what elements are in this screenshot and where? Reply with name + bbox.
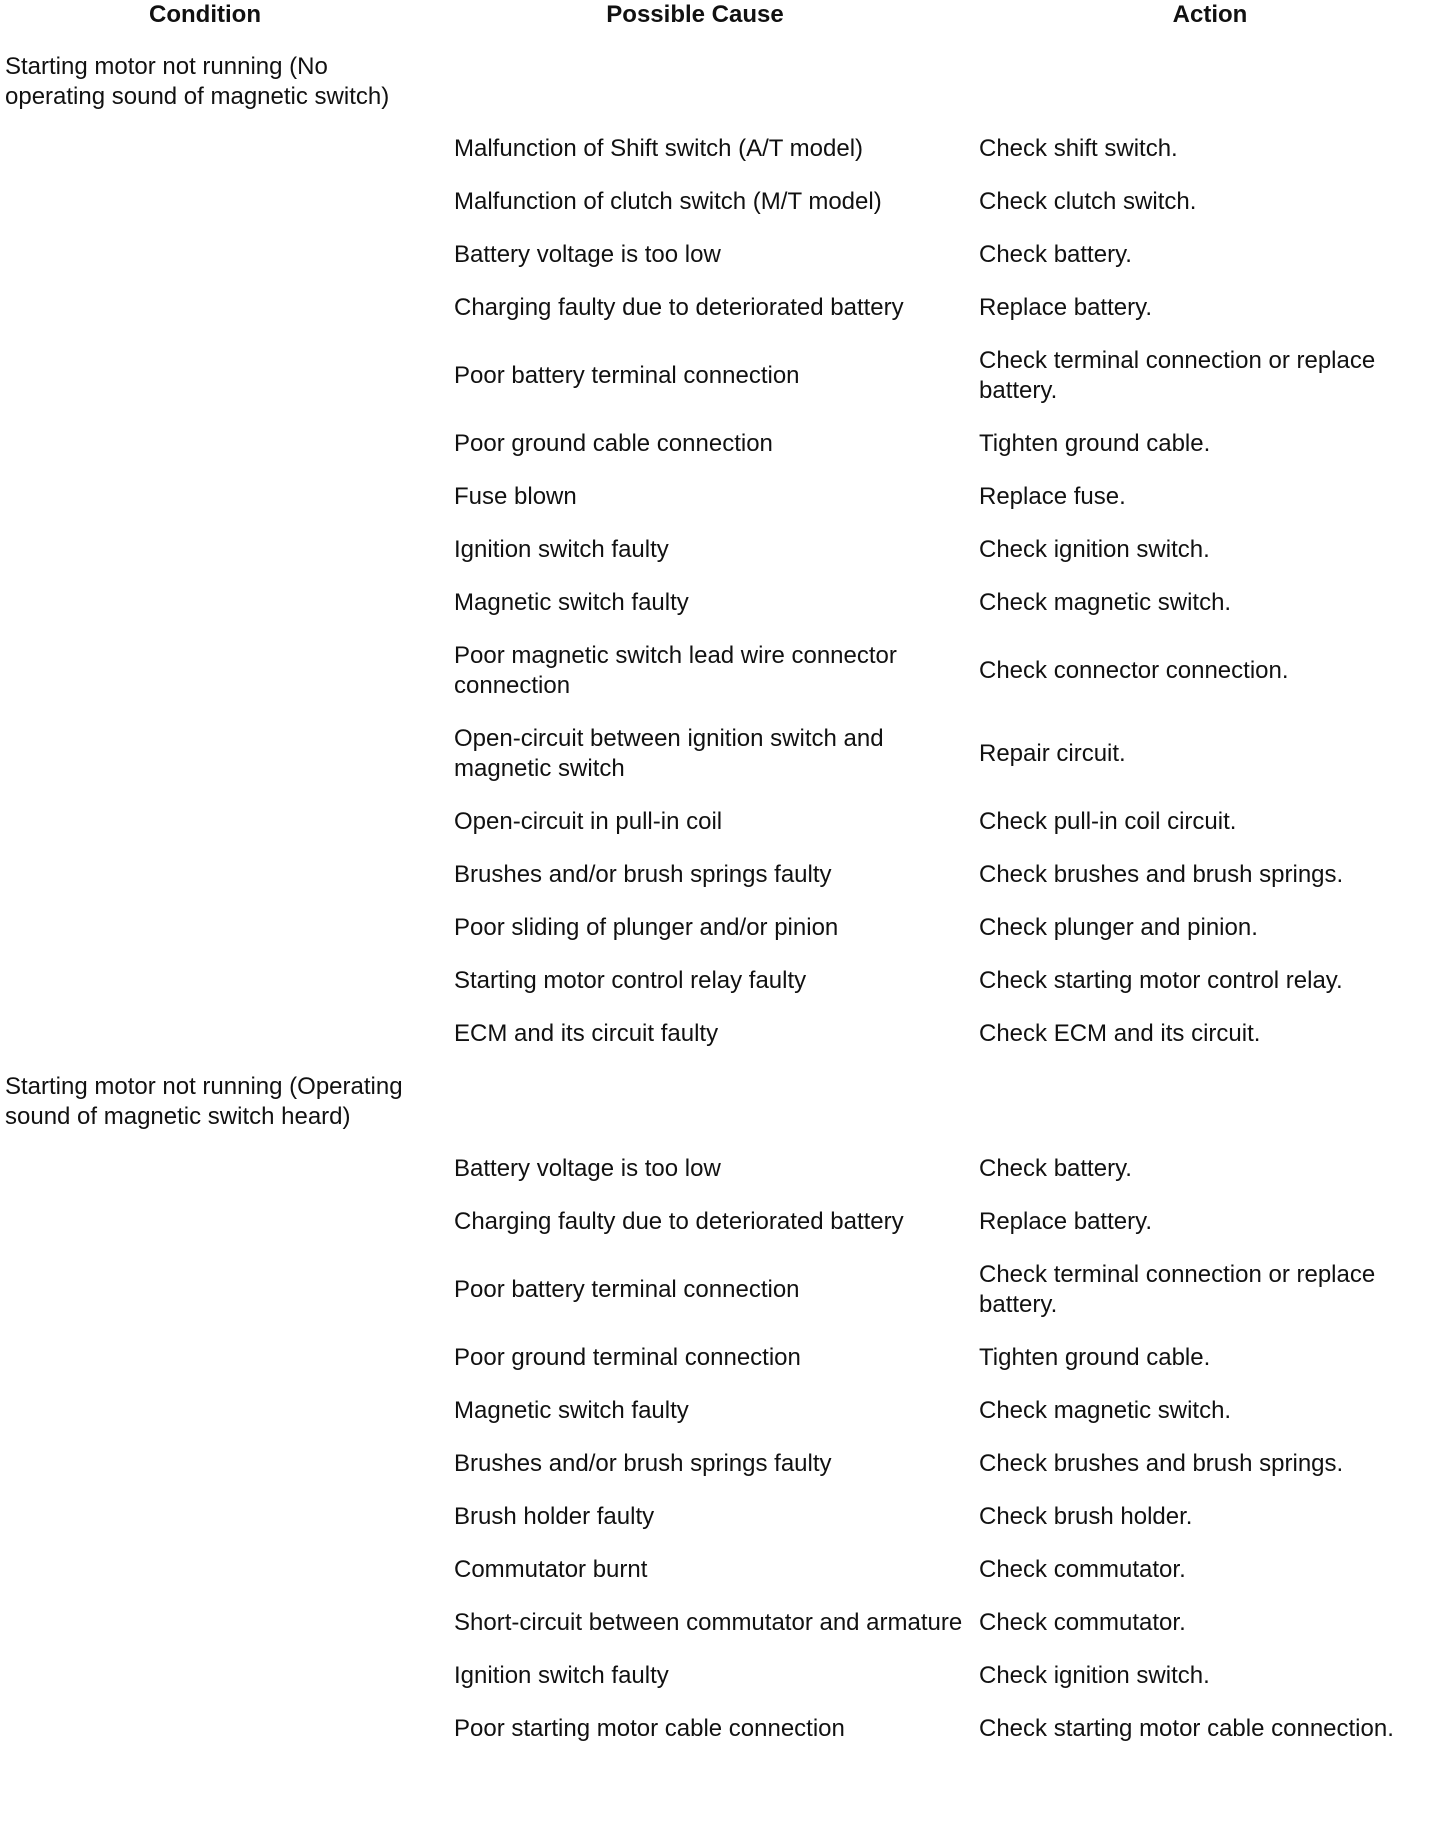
cause-cell: Poor magnetic switch lead wire connector connection <box>454 642 897 699</box>
table-row <box>0 293 1440 323</box>
table-row <box>0 724 1440 784</box>
action-cell: Check starting motor cable connection. <box>979 1715 1394 1742</box>
cause-cell: Charging faulty due to deteriorated battery <box>454 294 904 321</box>
cause-cell: Poor sliding of plunger and/or pinion <box>454 914 839 941</box>
cause-cell: Commutator burnt <box>454 1556 648 1583</box>
cause-cell: Charging faulty due to deteriorated battery <box>454 1208 904 1235</box>
cause-cell: Brushes and/or brush springs faulty <box>454 861 832 888</box>
cause-cell: Poor battery terminal connection <box>454 1276 800 1303</box>
table-row <box>0 535 1440 565</box>
cause-cell: ECM and its circuit faulty <box>454 1020 719 1047</box>
table-row <box>0 588 1440 618</box>
cause-cell: Battery voltage is too low <box>454 1155 721 1182</box>
table-row <box>0 1714 1440 1744</box>
cause-list <box>0 1154 1440 1744</box>
action-cell: Replace battery. <box>979 294 1152 321</box>
cause-cell: Poor starting motor cable connection <box>454 1715 845 1742</box>
action-cell: Repair circuit. <box>979 740 1126 767</box>
action-cell: Check magnetic switch. <box>979 1397 1232 1424</box>
cause-cell: Brushes and/or brush springs faulty <box>454 1450 832 1477</box>
action-cell: Check battery. <box>979 1155 1132 1182</box>
table-row <box>0 1449 1440 1479</box>
cause-cell: Fuse blown <box>454 483 577 510</box>
action-cell: Check magnetic switch. <box>979 589 1232 616</box>
cause-cell: Starting motor control relay faulty <box>454 967 807 994</box>
cause-cell: Open-circuit in pull-in coil <box>454 808 723 835</box>
table-row <box>0 1608 1440 1638</box>
cause-cell: Malfunction of Shift switch (A/T model) <box>454 135 864 162</box>
table-row <box>0 1019 1440 1049</box>
cause-cell: Ignition switch faulty <box>454 1662 669 1689</box>
table-row <box>0 1207 1440 1237</box>
cause-cell: Battery voltage is too low <box>454 241 721 268</box>
table-row <box>0 641 1440 701</box>
action-cell: Check battery. <box>979 241 1132 268</box>
action-cell: Tighten ground cable. <box>979 430 1211 457</box>
action-cell: Replace battery. <box>979 1208 1152 1235</box>
action-cell: Check clutch switch. <box>979 188 1197 215</box>
action-cell: Tighten ground cable. <box>979 1344 1211 1371</box>
table-row <box>0 860 1440 890</box>
cause-cell: Poor ground terminal connection <box>454 1344 801 1371</box>
table-row <box>0 1396 1440 1426</box>
cause-cell: Poor battery terminal connection <box>454 362 800 389</box>
table-row <box>0 1343 1440 1373</box>
cause-list <box>0 134 1440 1049</box>
action-cell: Check shift switch. <box>979 135 1178 162</box>
action-cell: Check ECM and its circuit. <box>979 1020 1261 1047</box>
table-row <box>0 134 1440 164</box>
table-row <box>0 240 1440 270</box>
action-cell: Check commutator. <box>979 1609 1186 1636</box>
table-row <box>0 429 1440 459</box>
action-cell: Check ignition switch. <box>979 536 1210 563</box>
table-row <box>0 1555 1440 1585</box>
header-possible-cause: Possible Cause <box>606 1 784 28</box>
table-header <box>0 0 1440 30</box>
cause-cell: Ignition switch faulty <box>454 536 669 563</box>
condition-cell: Starting motor not running (No operating sound of magnetic switch) <box>5 53 390 110</box>
table-row <box>0 807 1440 837</box>
cause-cell: Magnetic switch faulty <box>454 1397 689 1424</box>
cause-cell: Malfunction of clutch switch (M/T model) <box>454 188 882 215</box>
cause-cell: Brush holder faulty <box>454 1503 655 1530</box>
condition-cell: Starting motor not running (Operating sound of magnetic switch heard) <box>5 1073 403 1130</box>
action-cell: Check commutator. <box>979 1556 1186 1583</box>
action-cell: Check brushes and brush springs. <box>979 861 1344 888</box>
table-row <box>0 913 1440 943</box>
table-row <box>0 187 1440 217</box>
action-cell: Check brush holder. <box>979 1503 1193 1530</box>
table-row <box>0 1661 1440 1691</box>
action-cell: Check brushes and brush springs. <box>979 1450 1344 1477</box>
condition-groups <box>0 52 1440 1744</box>
table-row <box>0 1502 1440 1532</box>
action-cell: Check connector connection. <box>979 657 1289 684</box>
action-cell: Check pull-in coil circuit. <box>979 808 1237 835</box>
action-cell: Check terminal connection or replace battery. <box>979 1261 1376 1318</box>
header-condition: Condition <box>149 1 261 28</box>
cause-cell: Open-circuit between ignition switch and magnetic switch <box>454 725 884 782</box>
table-row <box>0 1260 1440 1320</box>
header-action: Action <box>1172 1 1248 28</box>
cause-cell: Poor ground cable connection <box>454 430 773 457</box>
action-cell: Replace fuse. <box>979 483 1126 510</box>
table-row <box>0 482 1440 512</box>
table-row <box>0 966 1440 996</box>
action-cell: Check ignition switch. <box>979 1662 1210 1689</box>
cause-cell: Magnetic switch faulty <box>454 589 689 616</box>
table-row <box>0 346 1440 406</box>
action-cell: Check terminal connection or replace battery. <box>979 347 1376 404</box>
action-cell: Check plunger and pinion. <box>979 914 1258 941</box>
cause-cell: Short-circuit between commutator and armature <box>454 1609 963 1636</box>
action-cell: Check starting motor control relay. <box>979 967 1343 994</box>
table-row <box>0 1154 1440 1184</box>
